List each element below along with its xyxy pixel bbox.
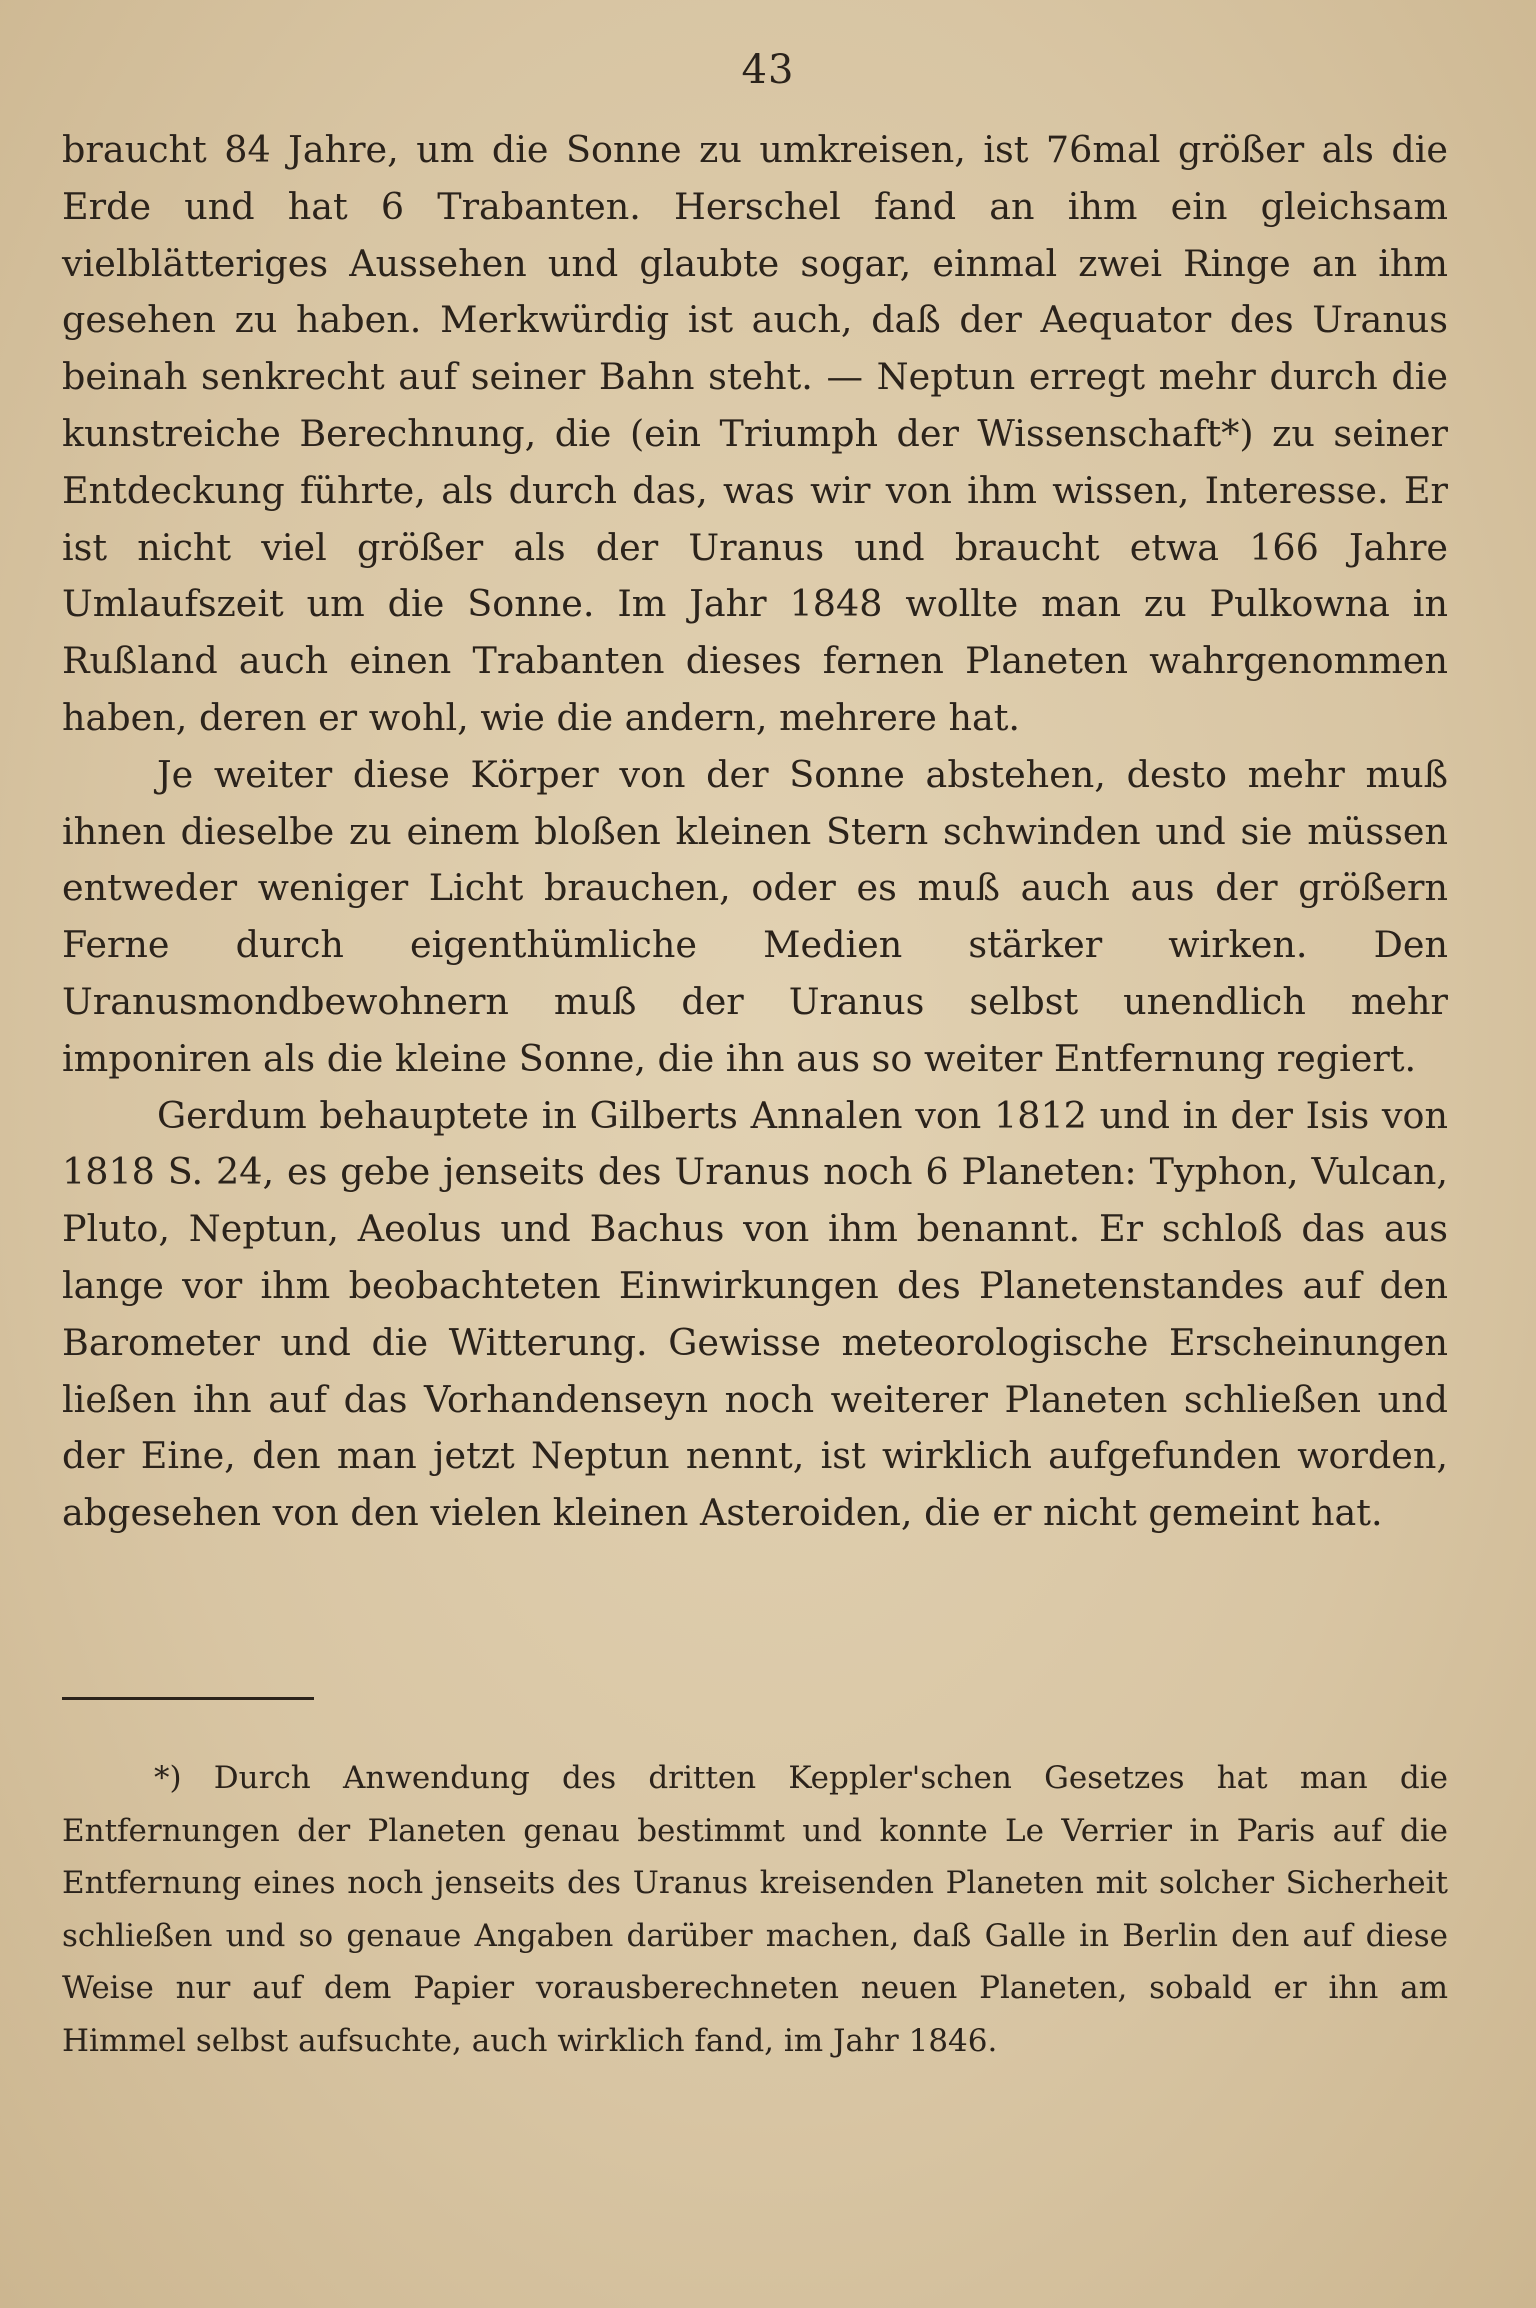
- paragraph-continued: braucht 84 Jahre, um die Sonne zu umkreisen, ist 76mal größer als die Erde und hat 6 Trabanten. Herschel fand an ihm ein gleichsam vielblätteriges Aussehen und glaubte sogar, einmal zwei Ringe an ihm gesehen zu haben. Merkwürdig ist auch, daß der Aequator des Uranus beinah senkrecht auf seiner Bahn steht. — Neptun erregt mehr durch die kunstreiche Berechnung, die (ein Triumph der Wissenschaft*) zu seiner Entdeckung führte, als durch das, was wir von ihm wissen, Interesse. Er ist nicht viel größer als der Uranus und braucht etwa 166 Jahre Umlaufszeit um die Sonne. Im Jahr 1848 wollte man zu Pulkowna in Rußland auch einen Trabanten dieses fernen Planeten wahrgenommen haben, deren er wohl, wie die andern, mehrere hat.: [62, 128, 1448, 739]
- paragraph-distance-light: Je weiter diese Körper von der Sonne abstehen, desto mehr muß ihnen dieselbe zu einem bloßen kleinen Stern schwinden und sie müssen entweder weniger Licht brauchen, oder es muß auch aus der größern Ferne durch eigenthümliche Medien stärker wirken. Den Uranusmondbewohnern muß der Uranus selbst unendlich mehr imponiren als die kleine Sonne, die ihn aus so weiter Entfernung regiert.: [62, 752, 1448, 1080]
- footnote-divider: [62, 1697, 314, 1700]
- main-text: [62, 122, 1448, 1542]
- footnote: *) Durch Anwendung des dritten Keppler'schen Gesetzes hat man die Entfernungen der Planeten genau bestimmt und konnte Le Verrier in Paris auf die Entfernung eines noch jenseits des Uranus kreisenden Planeten mit solcher Sicherheit schließen und so genaue Angaben darüber machen, daß Galle in Berlin den auf diese Weise nur auf dem Papier vorausberechneten neuen Planeten, sobald er ihn am Himmel selbst aufsuchte, auch wirklich fand, im Jahr 1846.: [62, 1760, 1448, 2059]
- paragraph-gerdum: Gerdum behauptete in Gilberts Annalen von 1812 und in der Isis von 1818 S. 24, es gebe jenseits des Uranus noch 6 Planeten: Typhon, Vulcan, Pluto, Neptun, Aeolus und Bachus von ihm benannt. Er schloß das aus lange vor ihm beobachteten Einwirkungen des Planetenstandes auf den Barometer und die Witterung. Gewisse meteorologische Erscheinungen ließen ihn auf das Vorhandenseyn noch weiterer Planeten schließen und der Eine, den man jetzt Neptun nennt, ist wirklich aufgefunden worden, abgesehen von den vielen kleinen Asteroiden, die er nicht gemeint hat.: [62, 1093, 1448, 1535]
- page-number: 43: [741, 47, 795, 93]
